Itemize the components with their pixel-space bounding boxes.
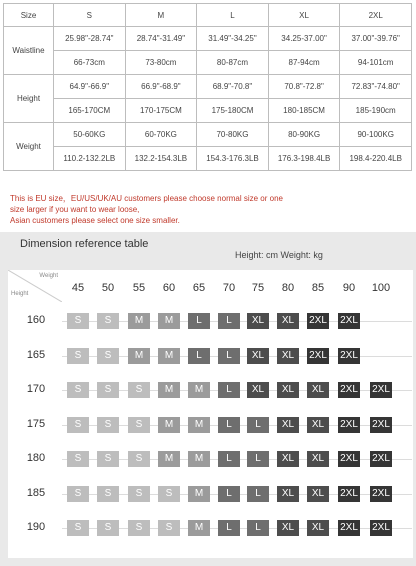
weight-column-label: 75: [251, 282, 265, 294]
size-cell: M: [128, 313, 150, 329]
height-label: Height: [4, 75, 54, 123]
size-cell: S: [67, 348, 89, 364]
notice-line: Asian customers please select one size smaller.: [10, 216, 180, 225]
weight-column-label: 50: [101, 282, 115, 294]
waistline-label: Waistline: [4, 27, 54, 75]
size-cell: XL: [307, 417, 329, 433]
notice-line: size larger if you want to wear loose,: [10, 205, 140, 214]
size-cell: M: [188, 451, 210, 467]
height-row-cm: [4, 99, 412, 123]
size-cell: M: [158, 382, 180, 398]
table-cell: 66.9"-68.9": [125, 75, 197, 99]
table-cell: 50-60KG: [54, 123, 126, 147]
weight-row-lb: [4, 147, 412, 171]
size-cell: M: [188, 486, 210, 502]
table-cell: 31.49"-34.25": [197, 27, 269, 51]
size-cell: S: [97, 348, 119, 364]
size-cell: S: [67, 520, 89, 536]
size-cell: M: [158, 313, 180, 329]
table-cell: 70-80KG: [197, 123, 269, 147]
size-cell: L: [247, 486, 269, 502]
size-cell: M: [188, 520, 210, 536]
size-cell: S: [128, 486, 150, 502]
size-cell: 2XL: [338, 417, 360, 433]
size-cell: 2XL: [338, 486, 360, 502]
weight-column-label: 65: [192, 282, 206, 294]
size-cell: XL: [277, 486, 299, 502]
size-cell: 2XL: [370, 451, 392, 467]
size-cell: XL: [277, 417, 299, 433]
size-cell: L: [188, 313, 210, 329]
size-cell: S: [97, 417, 119, 433]
table-cell: 68.9"-70.8": [197, 75, 269, 99]
weight-column-label: 100: [371, 282, 391, 294]
size-cell: S: [67, 382, 89, 398]
size-cell: 2XL: [338, 313, 360, 329]
size-cell: S: [67, 313, 89, 329]
weight-label: Weight: [4, 123, 54, 171]
table-cell: 80-90KG: [268, 123, 340, 147]
size-cell: S: [97, 520, 119, 536]
size-cell: M: [188, 417, 210, 433]
dimension-chart-title: Dimension reference table: [20, 238, 149, 250]
size-table: [3, 3, 412, 171]
table-cell: 90-100KG: [340, 123, 412, 147]
size-cell: L: [218, 313, 240, 329]
size-cell: XL: [307, 382, 329, 398]
size-cell: XL: [277, 313, 299, 329]
table-cell: 72.83"-74.80": [340, 75, 412, 99]
table-cell: 94-101cm: [340, 51, 412, 75]
height-row-label: 180: [26, 452, 46, 464]
size-cell: 2XL: [370, 486, 392, 502]
waistline-row-cm: [4, 51, 412, 75]
size-notice: [10, 193, 405, 226]
size-cell: M: [128, 348, 150, 364]
table-cell: 132.2-154.3LB: [125, 147, 197, 171]
size-cell: S: [128, 451, 150, 467]
height-row-label: 175: [26, 418, 46, 430]
table-cell: 87-94cm: [268, 51, 340, 75]
size-cell: L: [218, 520, 240, 536]
size-cell: XL: [307, 486, 329, 502]
table-cell: 73-80cm: [125, 51, 197, 75]
header-s: S: [54, 4, 126, 27]
height-row-label: 190: [26, 521, 46, 533]
size-cell: XL: [307, 520, 329, 536]
size-cell: M: [158, 451, 180, 467]
weight-column-label: 45: [71, 282, 85, 294]
table-cell: 110.2-132.2LB: [54, 147, 126, 171]
header-l: L: [197, 4, 269, 27]
size-cell: 2XL: [338, 348, 360, 364]
header-m: M: [125, 4, 197, 27]
corner-weight-label: Weight: [39, 273, 58, 279]
weight-column-label: 60: [162, 282, 176, 294]
size-cell: S: [158, 520, 180, 536]
size-cell: L: [218, 486, 240, 502]
size-cell: S: [128, 417, 150, 433]
size-cell: L: [218, 382, 240, 398]
table-cell: 154.3-176.3LB: [197, 147, 269, 171]
size-cell: XL: [247, 382, 269, 398]
table-cell: 34.25-37.00": [268, 27, 340, 51]
size-cell: S: [97, 382, 119, 398]
size-cell: 2XL: [338, 520, 360, 536]
size-cell: XL: [277, 348, 299, 364]
size-cell: M: [158, 417, 180, 433]
size-cell: S: [97, 451, 119, 467]
weight-column-label: 80: [281, 282, 295, 294]
size-cell: L: [218, 451, 240, 467]
size-table-header-row: [4, 4, 412, 27]
weight-column-label: 90: [342, 282, 356, 294]
size-cell: L: [188, 348, 210, 364]
size-cell: S: [97, 486, 119, 502]
size-cell: L: [247, 451, 269, 467]
size-cell: L: [247, 417, 269, 433]
header-2xl: 2XL: [340, 4, 412, 27]
weight-row: [4, 123, 412, 147]
size-cell: L: [218, 348, 240, 364]
height-row-label: 160: [26, 314, 46, 326]
size-cell: XL: [307, 451, 329, 467]
size-cell: S: [128, 520, 150, 536]
dimension-chart-units: Height: cm Weight: kg: [235, 250, 323, 260]
table-cell: 28.74"-31.49": [125, 27, 197, 51]
size-cell: 2XL: [370, 417, 392, 433]
size-cell: 2XL: [307, 313, 329, 329]
size-cell: S: [158, 486, 180, 502]
corner-height-label: Height: [11, 291, 29, 297]
size-cell: 2XL: [370, 520, 392, 536]
size-cell: XL: [277, 382, 299, 398]
size-cell: S: [67, 486, 89, 502]
size-cell: L: [218, 417, 240, 433]
size-cell: XL: [247, 348, 269, 364]
size-cell: S: [128, 382, 150, 398]
table-cell: 176.3-198.4LB: [268, 147, 340, 171]
table-cell: 80-87cm: [197, 51, 269, 75]
height-row-label: 165: [26, 349, 46, 361]
table-cell: 165-170CM: [54, 99, 126, 123]
table-cell: 25.98"-28.74": [54, 27, 126, 51]
size-cell: S: [97, 313, 119, 329]
table-cell: 60-70KG: [125, 123, 197, 147]
weight-column-label: 85: [311, 282, 325, 294]
size-cell: M: [188, 382, 210, 398]
size-cell: 2XL: [338, 451, 360, 467]
size-cell: XL: [277, 451, 299, 467]
header-size: Size: [4, 4, 54, 27]
size-cell: XL: [247, 313, 269, 329]
weight-column-label: 55: [132, 282, 146, 294]
table-cell: 70.8"-72.8": [268, 75, 340, 99]
size-cell: XL: [277, 520, 299, 536]
size-cell: 2XL: [338, 382, 360, 398]
table-cell: 198.4-220.4LB: [340, 147, 412, 171]
height-row: [4, 75, 412, 99]
size-cell: L: [247, 520, 269, 536]
table-cell: 180-185CM: [268, 99, 340, 123]
table-cell: 175-180CM: [197, 99, 269, 123]
size-cell: S: [67, 417, 89, 433]
table-cell: 170-175CM: [125, 99, 197, 123]
table-cell: 185-190cm: [340, 99, 412, 123]
size-cell: 2XL: [370, 382, 392, 398]
size-cell: S: [67, 451, 89, 467]
table-cell: 64.9"-66.9": [54, 75, 126, 99]
weight-column-label: 70: [222, 282, 236, 294]
height-row-label: 170: [26, 383, 46, 395]
table-cell: 37.00"-39.76": [340, 27, 412, 51]
grid-corner-header: [8, 270, 62, 302]
header-xl: XL: [268, 4, 340, 27]
height-row-label: 185: [26, 487, 46, 499]
waistline-row: [4, 27, 412, 51]
size-cell: M: [158, 348, 180, 364]
size-cell: 2XL: [307, 348, 329, 364]
table-cell: 66-73cm: [54, 51, 126, 75]
notice-line: This is EU size，EU/US/UK/AU customers please choose normal size or one: [10, 194, 283, 203]
